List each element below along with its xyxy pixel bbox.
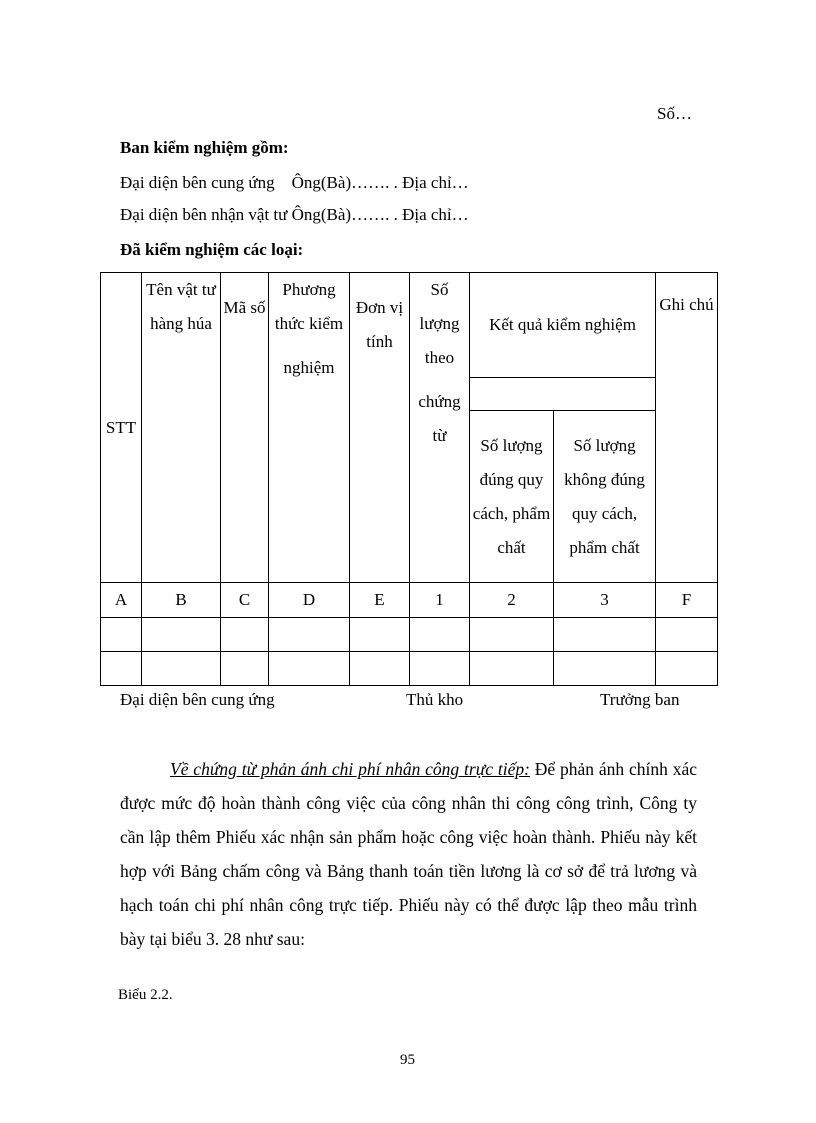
code-cell: A: [101, 583, 142, 618]
header-method-bottom: nghiệm: [283, 358, 335, 377]
header-item-name: Tên vật tư hàng húa: [142, 273, 221, 583]
code-cell: E: [350, 583, 410, 618]
header-quantity-top: Số lượng theo: [419, 280, 460, 367]
receiver-representative-line: Đại diện bên nhận vật tư Ông(Bà)……. . Địa chỉ…: [120, 205, 469, 224]
header-quantity-bottom: chứng từ: [418, 392, 461, 445]
paragraph-body: Để phản ánh chính xác được mức độ hoàn thành công việc của công nhân thi công công trình, Công ty cần lập thêm Phiếu xác nhận sản phẩm hoặc công việc hoàn thành. Phiếu này kết hợp với Bảng chấm công và Bảng thanh toán tiền lương là cơ sở để trả lương và hạch toán chi phí nhân công trực tiếp. Phiếu này có thể được lập theo mẫu trình bày tại biểu 3. 28 như sau:: [120, 759, 697, 949]
page-number: 95: [400, 1052, 415, 1068]
signature-storekeeper: Thủ kho: [406, 690, 464, 709]
header-note: Ghi chú: [656, 273, 718, 583]
inspected-items-heading: Đã kiểm nghiệm các loại:: [120, 240, 304, 259]
code-cell: 3: [554, 583, 656, 618]
code-cell: 1: [410, 583, 470, 618]
code-cell: D: [269, 583, 350, 618]
direct-labor-paragraph: [120, 752, 697, 956]
header-result: Kết quả kiểm nghiệm: [470, 273, 656, 378]
header-unit: Đơn vị tính: [350, 273, 410, 583]
header-stt: STT: [101, 273, 142, 583]
committee-heading: Ban kiểm nghiệm gồm:: [120, 138, 289, 157]
table-row: [101, 618, 718, 652]
header-quantity: [410, 273, 470, 583]
header-result-ok: Số lượng đúng quy cách, phẩm chất: [470, 411, 554, 583]
header-method-top: Phương thức kiểm: [274, 280, 344, 333]
inspection-table: [100, 272, 718, 686]
code-cell: B: [142, 583, 221, 618]
document-number: Số…: [657, 104, 692, 123]
signature-supplier: Đại diện bên cung ứng: [120, 690, 275, 709]
paragraph-title: Về chứng từ phản ánh chi phí nhân công trực tiếp:: [170, 759, 530, 779]
signature-head: Trưởng ban: [600, 690, 680, 709]
code-cell: 2: [470, 583, 554, 618]
table-row: [101, 652, 718, 686]
supplier-representative-line: Đại diện bên cung ứng Ông(Bà)……. . Địa chỉ…: [120, 173, 469, 192]
header-code: Mã số: [221, 273, 269, 583]
header-result-spacer: [470, 378, 656, 411]
header-method: [269, 273, 350, 583]
code-cell: F: [656, 583, 718, 618]
code-cell: C: [221, 583, 269, 618]
header-result-bad: Số lượng không đúng quy cách, phẩm chất: [554, 411, 656, 583]
figure-label: Biểu 2.2.: [118, 987, 173, 1003]
